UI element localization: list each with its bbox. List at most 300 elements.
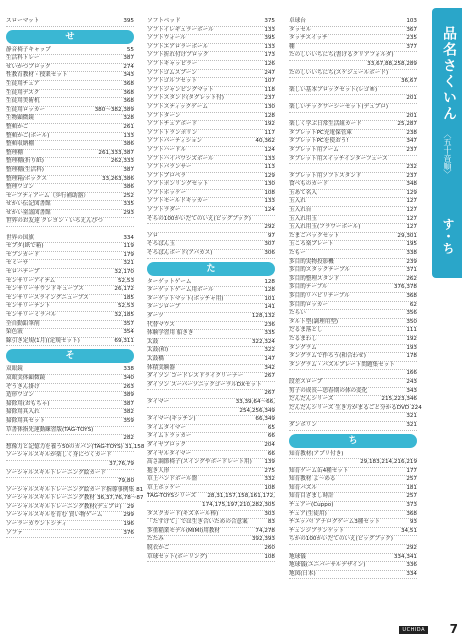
entry-name: 多目的整理スタンド <box>289 275 340 282</box>
index-entry <box>289 459 417 468</box>
entry-name: ソーラーカウントシティ <box>6 521 67 528</box>
index-entry <box>289 224 417 233</box>
entry-name: 整理棚 <box>6 149 23 156</box>
entry-pages: 267 <box>264 390 275 397</box>
index-entry <box>289 422 417 431</box>
entry-name: 玉あて名入 <box>289 189 317 196</box>
index-entry <box>147 519 275 528</box>
entry-pages: 31,158 <box>124 443 145 450</box>
entry-pages: 307 <box>264 241 275 248</box>
index-entry <box>6 201 134 210</box>
entry-name: ソーシャルスキルを育む 買い物ゲーム <box>6 512 103 519</box>
entry-name: 生物顕微鏡 <box>6 115 34 122</box>
entry-name: 楽しい基本ブロックセット(レゴ®) <box>289 86 378 93</box>
entry-pages: 347 <box>406 138 417 145</box>
index-entry <box>147 493 275 502</box>
index-entry <box>6 218 134 227</box>
entry-pages: 128,132 <box>251 313 275 319</box>
index-entry <box>6 384 134 393</box>
entry-pages: 368 <box>406 510 417 517</box>
index-entry <box>289 121 417 130</box>
entry-pages: 387 <box>123 55 134 62</box>
entry-name: ソフトゴルフセット <box>147 78 198 85</box>
index-entry <box>6 435 134 444</box>
entry-name: 想像力と記憶力を養う50のカバン(TAG-TOYS) <box>6 443 123 450</box>
index-entry <box>6 521 134 530</box>
entry-name: 世界のお友達 クレヨン・いろえんぴつ <box>6 218 103 225</box>
entry-name: 多重稲業モデル(MIMI)用教材 <box>147 527 220 534</box>
index-entry <box>289 519 417 528</box>
entry-name: 玉入れ <box>289 198 306 205</box>
entry-name: タッチスイッチ <box>289 35 328 42</box>
index-entry <box>289 345 417 354</box>
entry-pages: 108 <box>264 189 275 196</box>
entry-pages: 192 <box>264 121 275 128</box>
index-entry <box>6 409 134 418</box>
entry-pages: 275 <box>264 467 275 474</box>
entry-name: 掃除用具セット <box>6 417 46 424</box>
index-entry <box>289 327 417 336</box>
entry-pages: 306 <box>264 250 275 257</box>
entry-name: 食べものカード <box>289 181 329 188</box>
entry-pages: 293 <box>123 209 134 216</box>
index-entry <box>147 322 275 331</box>
entry-pages: 201 <box>406 112 417 119</box>
index-entry <box>289 336 417 345</box>
entry-pages: 224 <box>411 404 422 411</box>
index-entry <box>147 459 275 468</box>
entry-name: 楽しいテックワーシーセット(デュプロ) <box>289 103 389 110</box>
entry-name: ソーシャルスキルが楽しく身につくカード <box>6 452 112 459</box>
entry-name: 太鼓橋 <box>147 355 164 362</box>
entry-pages: 33,67,88,258,289 <box>367 60 417 67</box>
index-entry <box>147 451 275 460</box>
entry-name: たもー <box>289 250 306 257</box>
entry-name: そろばん玉 <box>147 241 175 248</box>
entry-pages: 237 <box>406 172 417 179</box>
entry-pages: 37,76,79 <box>109 460 134 467</box>
entry-name: 掃除用(おもちゃ) <box>6 400 50 407</box>
index-entry <box>6 478 134 487</box>
index-entry <box>289 181 417 190</box>
entry-pages: 243 <box>406 378 417 385</box>
entry-name: 整頓かご <box>6 123 29 130</box>
entry-pages: 239 <box>406 258 417 265</box>
index-entry <box>147 330 275 339</box>
entry-name: タスクカード(キズネール棒) <box>147 510 219 517</box>
entry-name: 玉ころ楽プレート <box>289 241 334 248</box>
index-entry <box>6 452 134 461</box>
index-entry <box>147 390 275 399</box>
index-entry <box>147 70 275 79</box>
index-entry <box>6 470 134 479</box>
index-entry <box>147 287 275 296</box>
index-entry <box>6 176 134 185</box>
entry-name: タングラム・パズルプレート問題集セット <box>289 361 395 368</box>
entry-pages: 103 <box>406 18 417 24</box>
index-entry <box>6 530 134 539</box>
entry-name: ソフトポンリングセット <box>147 181 209 188</box>
entry-pages: 130 <box>264 181 275 188</box>
entry-name: ソフトラダー <box>147 207 181 214</box>
index-entry <box>6 418 134 427</box>
index-entry <box>147 442 275 451</box>
index-entry <box>289 267 417 276</box>
index-entry <box>289 284 417 293</box>
entry-name: ダイソン スーパーソニックゴーラルDXセット <box>147 381 262 388</box>
entry-name: 地球儀(ユニバーサルデザイン) <box>289 562 366 569</box>
index-entry <box>6 366 134 375</box>
entry-pages: 147 <box>264 355 275 362</box>
entry-name: ソフトプロペラ <box>147 172 186 179</box>
entry-name: チェンジブランケット <box>289 527 345 534</box>
entry-pages: 66 <box>267 450 275 457</box>
entry-name: ソフトジャンピングマット <box>147 86 214 93</box>
spacer <box>6 227 134 235</box>
index-entry <box>147 224 275 233</box>
page-number: 7 <box>449 622 458 636</box>
index-entry <box>6 235 134 244</box>
entry-pages: 348 <box>406 181 417 188</box>
entry-name: 整頓かご(ボール) <box>6 132 50 139</box>
entry-name: 多目的ロッカー <box>289 301 329 308</box>
entry-pages: 33,39,64～66, <box>235 398 275 405</box>
entry-name: ターゲットゲーム <box>147 278 192 285</box>
entry-pages: 66,349 <box>255 416 275 423</box>
entry-name: スローマット <box>6 18 40 24</box>
entry-name: ソフトイレギュラーボール <box>147 26 214 33</box>
entry-name: チエッパ! アナログゲーム3種セット <box>289 519 381 526</box>
entry-name: セロハテープ <box>6 269 40 276</box>
entry-pages: 196 <box>123 521 134 528</box>
entry-name: ターゲットマット(ボッチャ用) <box>147 295 224 302</box>
index-entry <box>289 511 417 520</box>
entry-pages: 65 <box>267 424 275 431</box>
index-entry <box>147 95 275 104</box>
entry-pages: 299 <box>123 512 134 519</box>
index-entry <box>147 216 275 225</box>
entry-name: ぞうきん掛け <box>6 383 40 390</box>
index-entry <box>289 70 417 79</box>
entry-name: せかい伝記図書館 <box>6 201 51 208</box>
entry-pages: 387 <box>123 166 134 173</box>
entry-pages: 282 <box>123 435 134 442</box>
entry-pages: 117 <box>264 129 275 136</box>
entry-pages: 375 <box>264 18 275 24</box>
entry-pages: 343 <box>123 72 134 79</box>
index-entry <box>147 121 275 130</box>
index-entry <box>147 156 275 165</box>
entry-pages: 376,378 <box>393 284 417 291</box>
entry-name: ソフトスティックゲーム <box>147 103 208 110</box>
entry-name: センサリーミラバル <box>6 312 57 318</box>
index-entry <box>147 147 275 156</box>
entry-name: 生徒用チェア <box>6 80 40 87</box>
entry-pages: 332 <box>264 476 275 483</box>
entry-name: ソフトモールドキッカー <box>147 198 209 205</box>
entry-name: ソファ <box>6 529 23 536</box>
entry-pages: 321 <box>406 413 417 420</box>
index-entry <box>6 303 134 312</box>
entry-pages: 328 <box>123 115 134 122</box>
entry-pages: 179 <box>123 251 134 258</box>
entry-pages: 34,51 <box>400 527 417 534</box>
entry-pages: 185 <box>123 294 134 301</box>
index-entry <box>6 98 134 107</box>
entry-pages: 128 <box>264 112 275 119</box>
index-entry <box>6 375 134 384</box>
entry-pages: 334 <box>406 570 417 577</box>
entry-pages: 354 <box>123 329 134 336</box>
index-entry <box>289 173 417 182</box>
entry-name: 造形ワゴン <box>6 392 34 399</box>
index-entry <box>6 124 134 133</box>
index-subtitle: 〈五十音順〉 <box>443 130 452 178</box>
entry-name: ソフトターン <box>147 112 181 119</box>
entry-name: だんだんシリーズ 生き方がまるごと分かるDVD <box>289 404 410 411</box>
index-entry <box>289 207 417 216</box>
index-range: す・ち <box>441 218 455 254</box>
index-column-2 <box>147 18 275 562</box>
entry-name: センサリースライングニューブス <box>6 294 89 301</box>
entry-name: 卓球台 <box>289 18 306 24</box>
entry-pages: 257 <box>406 493 417 500</box>
entry-name: たのしいいちにち(スケジュールボード) <box>289 69 389 76</box>
entry-pages: 141 <box>264 304 275 311</box>
entry-pages: 322,324 <box>251 338 275 345</box>
entry-pages: 387 <box>123 400 134 407</box>
entry-name: セブンカード <box>6 251 40 258</box>
entry-name: 玉入れ用玉 <box>289 215 317 222</box>
entry-pages: 359 <box>123 417 134 424</box>
index-entry <box>147 356 275 365</box>
section-header: た <box>147 262 275 276</box>
entry-pages: 235 <box>406 35 417 42</box>
entry-name: 線引き定規(1月)(定規セット) <box>6 337 80 344</box>
entry-name: 多目的テーブル <box>289 284 328 291</box>
entry-name: チェア(生徒用) <box>289 510 327 517</box>
index-entry <box>147 304 275 313</box>
entry-pages: 338 <box>406 250 417 257</box>
index-entry <box>289 370 417 379</box>
entry-pages: 193 <box>406 344 417 351</box>
entry-name: ソフトバランサー <box>147 164 192 171</box>
index-entry <box>147 78 275 87</box>
index-entry <box>147 528 275 537</box>
entry-name: 知育目ざまし時計 <box>289 493 334 500</box>
entry-name: 代替マウス <box>147 321 175 328</box>
entry-name: ソーシャルスキルトレーニング絵カード指導事例集 <box>6 486 135 493</box>
index-entry <box>289 87 417 96</box>
entry-pages: 204 <box>264 441 275 448</box>
entry-pages: 201 <box>406 95 417 102</box>
entry-pages: 108 <box>264 484 275 491</box>
entry-name: タングラム <box>289 344 317 351</box>
entry-name: 整理棚(生活科) <box>6 166 44 173</box>
entry-name: タブレットPCを使おう! <box>289 138 349 145</box>
entry-pages: 254,256,349 <box>239 407 275 414</box>
entry-pages: 29,301 <box>397 232 417 239</box>
entry-name: タイムタイマー <box>147 424 186 431</box>
entry-name: ソフトチェアボード <box>147 121 198 128</box>
index-entry <box>289 259 417 268</box>
index-entry <box>6 321 134 330</box>
entry-name: センサリーサウンドキューブス <box>6 286 84 293</box>
section-header: ち <box>289 434 417 448</box>
index-entry <box>289 190 417 199</box>
entry-pages: 215,223,346 <box>381 396 417 403</box>
entry-pages: 129 <box>406 189 417 196</box>
entry-pages: 113 <box>264 164 275 171</box>
index-entry <box>289 78 417 87</box>
index-entry <box>289 302 417 311</box>
index-entry <box>147 382 275 391</box>
index-entry <box>6 133 134 142</box>
entry-pages: 247 <box>264 69 275 76</box>
index-entry <box>289 113 417 122</box>
index-entry <box>289 27 417 36</box>
index-entry <box>147 173 275 182</box>
entry-name: ダイソン コードレスドライクリーナー <box>147 373 244 380</box>
index-entry <box>289 362 417 371</box>
entry-pages: 174,175,197,210,282,305 <box>202 502 275 509</box>
entry-name: 地球儀 <box>289 553 306 560</box>
entry-pages: 36,37,76,78～87 <box>96 495 144 502</box>
index-entry <box>147 416 275 425</box>
entry-name: 生徒用美術机 <box>6 98 40 105</box>
index-entry <box>289 18 417 27</box>
entry-pages: 303 <box>264 510 275 517</box>
index-entry <box>289 164 417 173</box>
index-entry <box>289 250 417 259</box>
entry-name: たまごパックセット <box>289 232 340 239</box>
entry-pages: 69,311 <box>114 337 134 344</box>
index-entry <box>289 241 417 250</box>
index-entry <box>6 72 134 81</box>
entry-pages: 377 <box>406 43 417 50</box>
entry-name: 知育教材 よ～める <box>289 476 336 483</box>
entry-pages: 33,263,386 <box>101 175 134 182</box>
index-entry <box>6 495 144 504</box>
entry-name: 双眼鏡 <box>6 366 23 373</box>
index-entry <box>147 61 275 70</box>
index-entry <box>6 18 134 27</box>
entry-pages: 395 <box>264 35 275 42</box>
index-entry <box>289 35 417 44</box>
entry-pages: 81 <box>136 486 144 493</box>
index-entry <box>6 90 134 99</box>
entry-pages: 133 <box>264 155 275 162</box>
entry-pages: 335 <box>264 330 275 337</box>
entry-name: たらい <box>289 310 306 317</box>
entry-name: 双眼実体顕微鏡 <box>6 374 46 381</box>
entry-name: ソフトエアロラーボール <box>147 43 209 50</box>
entry-name: 体積実験器 <box>147 364 175 371</box>
entry-name: 高さ調節椅子(スイングやボードレート用) <box>147 459 252 466</box>
entry-pages: 267 <box>264 373 275 380</box>
entry-name: そろばんボード(アバカス) <box>147 250 213 257</box>
index-entry <box>147 433 275 442</box>
index-entry <box>147 536 275 545</box>
index-entry <box>289 216 417 225</box>
index-entry <box>289 147 417 156</box>
entry-pages: 79,80 <box>117 478 134 485</box>
index-entry <box>147 198 275 207</box>
entry-name: 染色液 <box>6 329 23 336</box>
index-entry <box>147 399 275 408</box>
entry-name: たのしいいちにち(書けるクリアフォルダ) <box>289 52 394 59</box>
entry-pages: 321 <box>406 421 417 428</box>
index-entry <box>6 392 134 401</box>
entry-pages: 261,333,387 <box>98 149 134 156</box>
index-entry <box>6 260 134 269</box>
entry-pages: 74,278 <box>255 527 275 534</box>
entry-name: ソフトホッケー <box>147 189 187 196</box>
index-entry <box>289 379 417 388</box>
entry-name: 玉入れ台 <box>289 207 312 214</box>
index-entry <box>289 502 417 511</box>
entry-name: タッセル <box>289 26 312 33</box>
entry-name: ソフトトランポリン <box>147 129 198 136</box>
index-entry <box>6 312 134 321</box>
entry-name: タブレット用スイッチインターフェース <box>289 155 388 162</box>
entry-pages: 389 <box>123 392 134 399</box>
entry-name: 太鼓 <box>147 338 159 345</box>
entry-pages: 108 <box>264 553 275 560</box>
entry-name: 多目的実物投影機 <box>289 258 334 265</box>
entry-name: ダーツ <box>147 313 164 319</box>
entry-pages: 343 <box>406 387 417 394</box>
entry-pages: 335 <box>123 201 134 208</box>
entry-pages: 342 <box>264 364 275 371</box>
entry-name: だんだんシリーズ <box>289 396 334 403</box>
index-entry <box>6 158 134 167</box>
entry-pages: 262,333 <box>110 158 134 165</box>
entry-pages: 380～382,389 <box>94 106 134 113</box>
entry-name: ダイヤブロック <box>147 441 186 448</box>
entry-pages: 367 <box>406 26 417 33</box>
entry-pages: 26,172 <box>114 286 134 293</box>
entry-name: 草書体指先運動練習版(TAG-TOYS) <box>6 426 94 433</box>
index-entry <box>147 207 275 216</box>
entry-pages: 52,53 <box>117 303 134 310</box>
index-entry <box>6 167 134 176</box>
index-entry <box>6 55 134 64</box>
index-entry <box>147 502 275 511</box>
entry-name: ダンボリン <box>289 421 318 428</box>
entry-pages: 386 <box>123 184 134 191</box>
entry-name: 脱衣かご <box>147 545 170 552</box>
entry-name: せかい童謡図書館 <box>6 209 51 216</box>
entry-pages: 368 <box>406 293 417 299</box>
index-entry <box>147 113 275 122</box>
section-header: そ <box>6 349 134 363</box>
index-entry <box>147 373 275 382</box>
entry-name: そらの100かいだてのいえ(ビッグブック) <box>147 215 251 222</box>
entry-name: 知育教材(アプリ付き) <box>289 450 344 457</box>
entry-pages: 133 <box>264 26 275 33</box>
index-entry <box>6 286 134 295</box>
entry-name: ダイヤルタイマー <box>147 450 192 457</box>
entry-pages: 334,341 <box>393 553 417 560</box>
entry-pages: 29 <box>126 503 134 510</box>
entry-name: ターゲットゲーム用ボール <box>147 287 214 294</box>
entry-name: タブレットPC充電保管庫 <box>289 129 352 136</box>
entry-name: 男子の成長—思春期の体の変化 <box>289 387 368 394</box>
entry-name: だるま落とし <box>289 327 323 334</box>
index-title: 品名さくいん <box>441 26 457 122</box>
entry-pages: 119 <box>123 243 134 250</box>
